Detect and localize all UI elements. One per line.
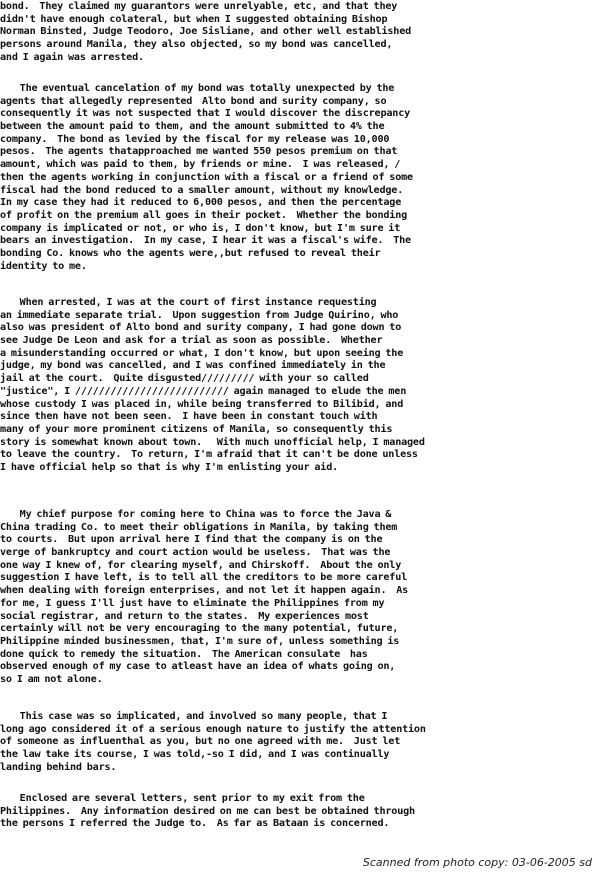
text-line: company is implicated or not, or who is, I don't know, but I'm sure it — [0, 222, 401, 234]
text-line: amount, which was paid to them, by friends or mine. I was released, / — [0, 159, 401, 171]
paragraph-case-implicated — [0, 711, 600, 774]
text-line: verge of bankruptcy and court action would be useless. That was the — [0, 547, 391, 559]
text-line: so I am not alone. — [0, 673, 103, 685]
text-line: In my case they had it reduced to 6,000 pesos, and then the percentage — [0, 197, 402, 209]
text-line: for me, I guess I'll just have to eliminate the Philippines from my — [0, 597, 385, 609]
text-line: China trading Co. to meet their obligations in Manila, by taking them — [0, 521, 398, 533]
text-line: company. The bond as levied by the fiscal for my release was 10,000 — [0, 133, 390, 145]
text-line: of profit on the premium all goes in their pocket. Whether the bonding — [0, 209, 408, 221]
text-line: pesos. The agents thatapproached me wanted 550 pesos premium on that — [0, 146, 398, 158]
text-line: done quick to remedy the situation. The American consulate has — [0, 648, 368, 660]
text-line: fiscal had the bond reduced to a smaller amount, without my knowledge. — [0, 184, 404, 196]
text-line: suggestion I have left, is to tell all the creditors to be more careful — [0, 572, 408, 584]
text-line: the law take its course, I was told,-so I did, and I was continually — [0, 749, 390, 761]
text-line: also was president of Alto bond and surity company, I had gone down to — [0, 322, 402, 334]
paragraph-bond-discrepancy — [0, 83, 600, 273]
text-line: to leave the country. To return, I'm afraid that it can't be done unless — [0, 449, 418, 461]
text-line: judge, my bond was cancelled, and I was confined immediately in the — [0, 360, 386, 372]
text-line: Philippine minded businessmen, that, I'm sure of, unless something is — [0, 635, 400, 647]
text-line: bears an investigation. In my case, I hear it was a fiscal's wife. The — [0, 235, 411, 247]
text-line: and I again was arrested. — [0, 51, 144, 63]
text-line: bonding Co. knows who the agents were,,but refused to reveal their — [0, 247, 381, 259]
paragraph-enclosed-letters — [0, 793, 600, 831]
text-line: story is somewhat known about town. With much unofficial help, I managed — [0, 436, 425, 448]
text-line: an immediate separate trial. Upon suggestion from Judge Quirino, who — [0, 309, 399, 321]
text-line: This case was so implicated, and involved so many people, that I — [0, 711, 388, 722]
text-line: certainly will not be very encouraging to the many potential, future, — [0, 623, 399, 635]
paragraph-arrest — [0, 297, 600, 475]
text-line: then the agents working in conjunction with a fiscal or a friend of some — [0, 171, 413, 183]
text-line: consequently it was not suspected that I would discover the discrepancy — [0, 108, 411, 120]
text-line: "justice", I ////////////////////////// again managed to elude the men — [0, 385, 407, 397]
text-line: see Judge De Leon and ask for a trial as soon as possible. Whether — [0, 335, 383, 347]
text-line: My chief purpose for coming here to China was to force the Java & — [0, 509, 392, 520]
text-line: persons around Manila, they also objected, so my bond was cancelled, — [0, 39, 393, 51]
text-line: Philippines. Any information desired on me can best be obtained through — [0, 805, 415, 817]
text-line: jail at the court. Quite disgusted///////// with your so called — [0, 373, 369, 385]
text-line: to courts. But upon arrival here I find that the company is on the — [0, 534, 383, 546]
text-line: between the amount paid to them, and the amount submitted to 4% the — [0, 121, 385, 133]
text-line: the persons I referred the Judge to. As far as Bataan is concerned. — [0, 818, 390, 830]
text-line: when dealing with foreign enterprises, and not let it happen again. As — [0, 585, 409, 597]
text-line: since then have not been seen. I have been in constant touch with — [0, 411, 378, 423]
text-line: I have official help so that is why I'm enlisting your aid. — [0, 461, 339, 473]
text-line: of someone as influenthal as you, but no one agreed with me. Just let — [0, 736, 401, 748]
text-line: When arrested, I was at the court of first instance requesting — [0, 297, 377, 308]
scan-note-footer: Scanned from photo copy: 03-06-2005 sd — [362, 856, 592, 869]
text-line: agents that allegedly represented Alto bond and surity company, so — [0, 95, 387, 107]
text-line: Enclosed are several letters, sent prior to my exit from the — [0, 793, 365, 804]
text-line: many of your more prominent citizens of Manila, so consequently this — [0, 423, 393, 435]
text-line: observed enough of my case to atleast have an idea of whats going on, — [0, 661, 396, 673]
text-line: Norman Binsted, Judge Teodoro, Joe Sisliane, and other well established — [0, 26, 412, 38]
text-line: bond. They claimed my guarantors were unrelyable, etc, and that they — [0, 1, 398, 12]
paragraph-china-purpose — [0, 509, 600, 687]
text-line: The eventual cancelation of my bond was totally unexpected by the — [0, 83, 395, 94]
text-line: identity to me. — [0, 260, 87, 272]
text-line: long ago considered it of a serious enough nature to justify the attention — [0, 723, 426, 735]
paragraph-bond-cancellation — [0, 1, 600, 64]
text-line: didn't have enough colateral, but when I suggested obtaining Bishop — [0, 13, 388, 25]
text-line: one way I knew of, for clearing myself, and Chirskoff. About the only — [0, 559, 402, 571]
text-line: a misunderstanding occurred or what, I don't know, but upon seeing the — [0, 347, 404, 359]
text-line: whose custody I was placed in, while being transferred to Bilibid, and — [0, 398, 404, 410]
text-line: social registrar, and return to the states. My experiences most — [0, 610, 369, 622]
text-line: landing behind bars. — [0, 761, 117, 773]
